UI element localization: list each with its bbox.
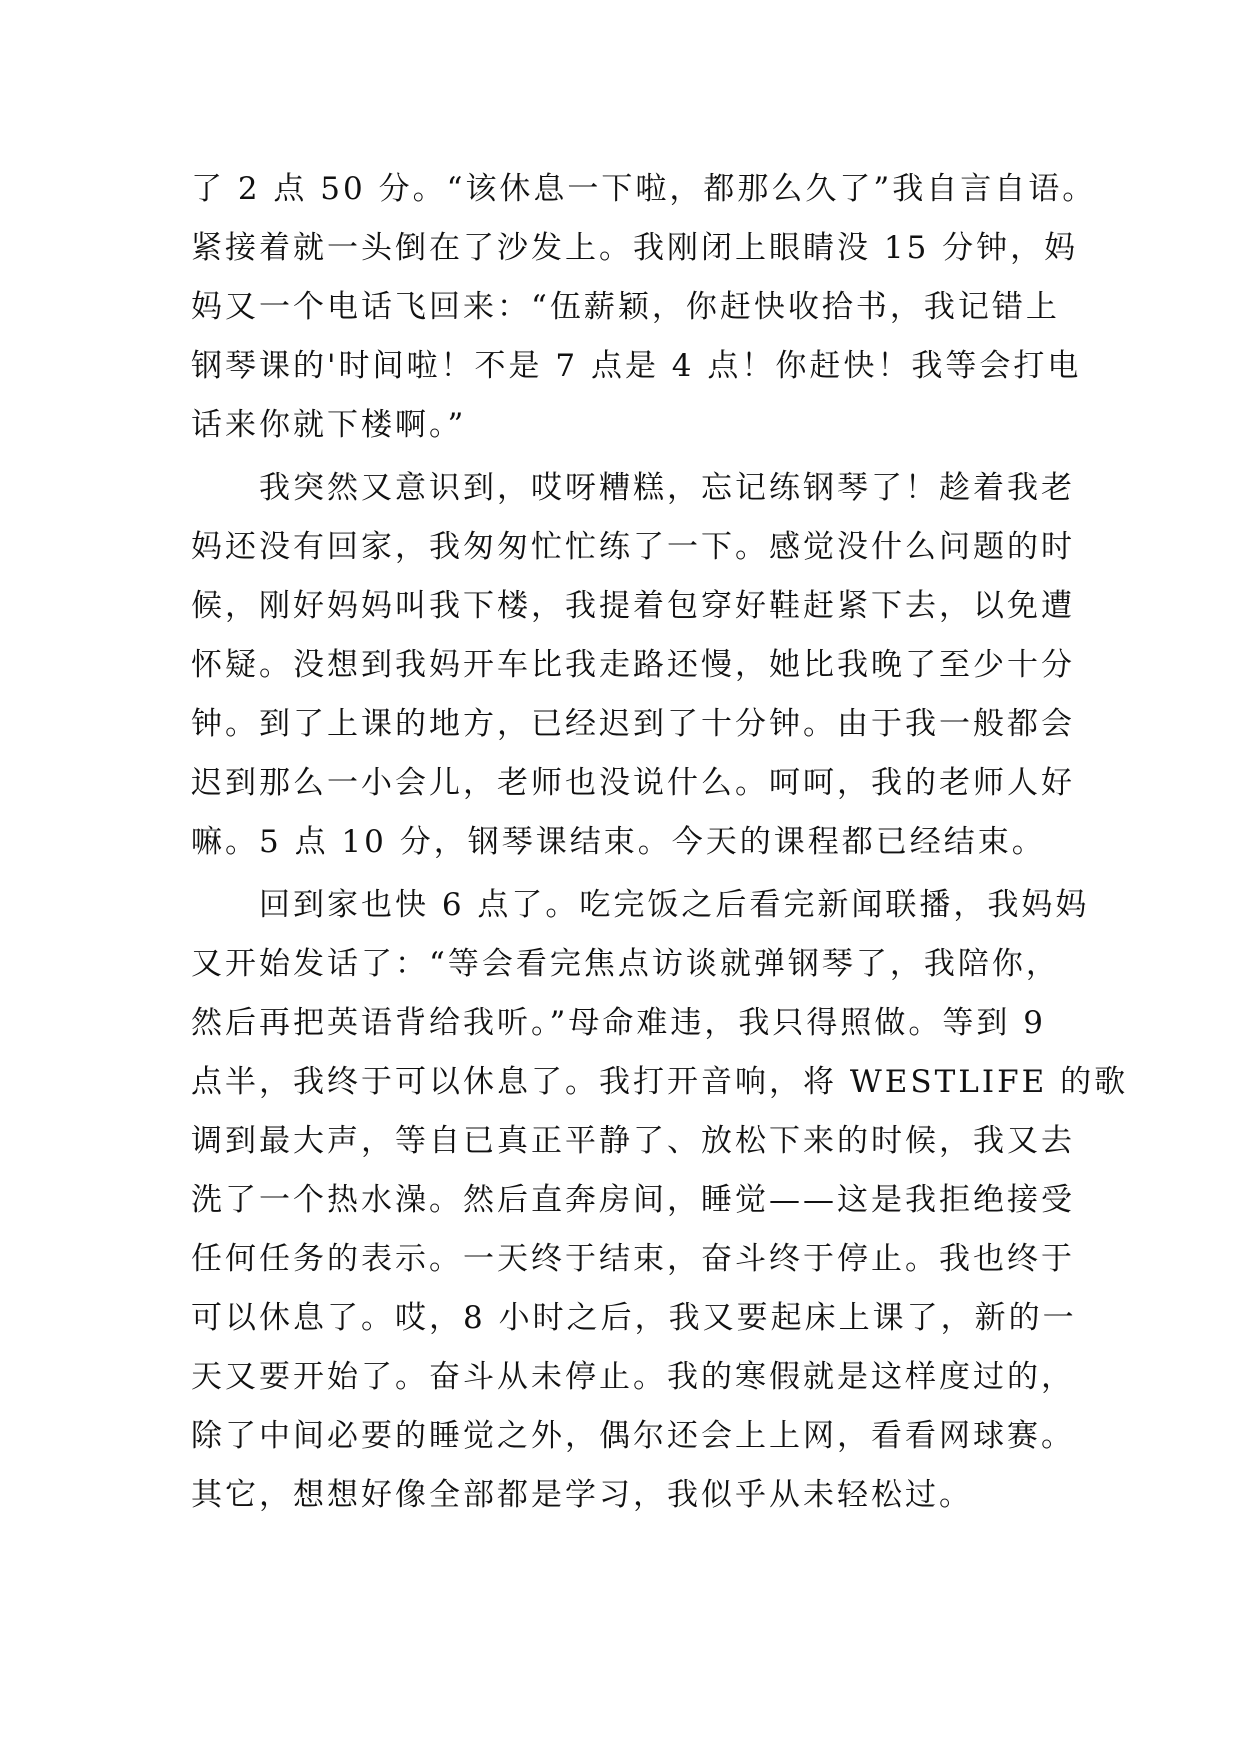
text-line: 妈还没有回家，我匆匆忙忙练了一下。感觉没什么问题的时 <box>191 529 1075 565</box>
text-line: 点半，我终于可以休息了。我打开音响，将 WESTLIFE 的歌 <box>191 1064 1129 1100</box>
text-line: 话来你就下楼啊。” <box>191 407 467 443</box>
document-body <box>191 160 1129 1525</box>
text-line: 嘛。5 点 10 分，钢琴课结束。今天的课程都已经结束。 <box>191 824 1046 860</box>
paragraph-2 <box>191 459 1075 872</box>
text-line: 妈又一个电话飞回来：“伍薪颖，你赶快收拾书，我记错上 <box>191 289 1060 325</box>
text-line: 候，刚好妈妈叫我下楼，我提着包穿好鞋赶紧下去，以免遭 <box>191 588 1075 624</box>
text-line: 调到最大声，等自已真正平静了、放松下来的时候，我又去 <box>191 1123 1075 1159</box>
text-line: 又开始发话了：“等会看完焦点访谈就弹钢琴了，我陪你， <box>191 946 1060 982</box>
text-line: 除了中间必要的睡觉之外，偶尔还会上上网，看看网球赛。 <box>191 1418 1075 1454</box>
text-line: 回到家也快 6 点了。吃完饭之后看完新闻联播，我妈妈 <box>191 887 1090 923</box>
text-line: 其它，想想好像全部都是学习，我似乎从未轻松过。 <box>191 1477 973 1513</box>
text-line: 洗了一个热水澡。然后直奔房间，睡觉——这是我拒绝接受 <box>191 1182 1075 1218</box>
text-line: 紧接着就一头倒在了沙发上。我刚闭上眼睛没 15 分钟，妈 <box>191 230 1079 266</box>
text-line: 可以休息了。哎，8 小时之后，我又要起床上课了，新的一 <box>191 1300 1077 1336</box>
paragraph-3 <box>191 876 1129 1525</box>
text-line: 了 2 点 50 分。“该休息一下啦，都那么久了”我自言自语。 <box>191 171 1097 207</box>
text-line: 任何任务的表示。一天终于结束，奋斗终于停止。我也终于 <box>191 1241 1075 1277</box>
text-line: 迟到那么一小会儿，老师也没说什么。呵呵，我的老师人好 <box>191 765 1075 801</box>
text-line: 天又要开始了。奋斗从未停止。我的寒假就是这样度过的， <box>191 1359 1075 1395</box>
text-line: 钟。到了上课的地方，已经迟到了十分钟。由于我一般都会 <box>191 706 1075 742</box>
text-line: 钢琴课的'时间啦！不是 7 点是 4 点！你赶快！我等会打电 <box>191 348 1082 384</box>
paragraph-1 <box>191 160 1097 455</box>
text-line: 我突然又意识到，哎呀糟糕，忘记练钢琴了！趁着我老 <box>191 470 1075 506</box>
text-line: 怀疑。没想到我妈开车比我走路还慢，她比我晚了至少十分 <box>191 647 1075 683</box>
text-line: 然后再把英语背给我听。”母命难违，我只得照做。等到 9 <box>191 1005 1046 1041</box>
